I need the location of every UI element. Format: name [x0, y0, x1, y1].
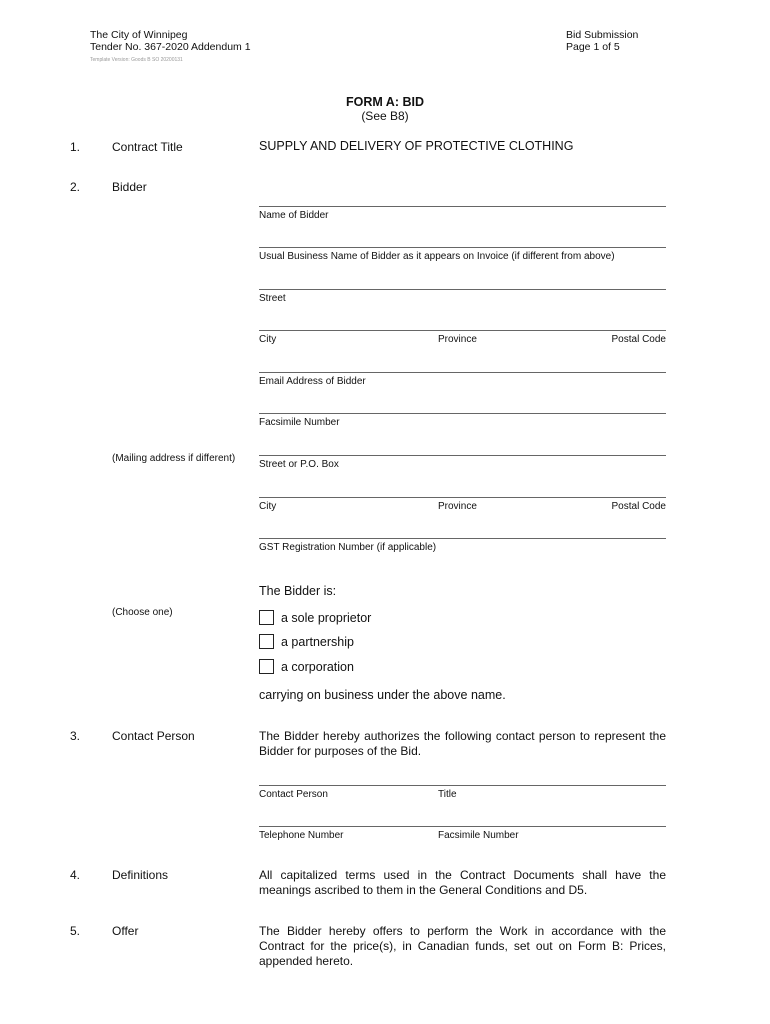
province-caption: Province [438, 334, 477, 345]
bidder-name-line[interactable] [259, 206, 666, 207]
section-1-number: 1. [70, 140, 81, 154]
po-box-caption: Street or P.O. Box [259, 459, 339, 470]
city-province-postal-line[interactable] [259, 330, 666, 331]
mailing-address-label: (Mailing address if different) [112, 453, 236, 464]
email-line[interactable] [259, 372, 666, 373]
telephone-field[interactable] [259, 826, 666, 844]
usual-business-name-line[interactable] [259, 247, 666, 248]
contract-title-value: SUPPLY AND DELIVERY OF PROTECTIVE CLOTHING [259, 139, 574, 153]
contact-person-line[interactable] [259, 785, 666, 786]
header-template-version: Template Version: Goods B SO 20200131 [90, 57, 183, 63]
gst-caption: GST Registration Number (if applicable) [259, 542, 437, 553]
header-bid-submission: Bid Submission [566, 29, 639, 41]
sole-proprietor-checkbox[interactable] [259, 610, 274, 625]
section-2-label: Bidder [112, 180, 147, 194]
section-3-label: Contact Person [112, 729, 195, 743]
mailing-city-province-postal-field[interactable] [259, 497, 666, 515]
corporation-checkbox[interactable] [259, 659, 274, 674]
section-4-number: 4. [70, 868, 81, 882]
postal-code-caption: Postal Code [611, 334, 666, 345]
contact-person-caption: Contact Person [259, 789, 328, 800]
header-city: The City of Winnipeg [90, 29, 188, 41]
street-caption: Street [259, 293, 286, 304]
email-caption: Email Address of Bidder [259, 376, 366, 387]
form-title: FORM A: BID [346, 95, 424, 109]
gst-field[interactable] [259, 538, 666, 556]
bidder-name-caption: Name of Bidder [259, 210, 329, 221]
po-box-field[interactable] [259, 455, 666, 473]
sole-proprietor-label: a sole proprietor [281, 611, 372, 625]
choose-one-label: (Choose one) [112, 607, 173, 618]
email-field[interactable] [259, 372, 666, 390]
section-4-label: Definitions [112, 868, 169, 882]
section-1-label: Contract Title [112, 140, 183, 154]
partnership-checkbox[interactable] [259, 634, 274, 649]
header-page-number: Page 1 of 5 [566, 41, 620, 53]
section-2-number: 2. [70, 180, 81, 194]
telephone-line[interactable] [259, 826, 666, 827]
facsimile-field[interactable] [259, 413, 666, 431]
form-subtitle: (See B8) [361, 109, 409, 123]
title-caption: Title [438, 789, 457, 800]
city-province-postal-field[interactable] [259, 330, 666, 348]
section-5-text: The Bidder hereby offers to perform the Work in accordance with the Contract for the price(s), in Canadian funds, set out on Form B: Prices, appended hereto. [259, 924, 666, 968]
section-3-text: The Bidder hereby authorizes the following contact person to represent the Bidder for purposes of the Bid. [259, 729, 666, 758]
contact-facsimile-caption: Facsimile Number [438, 830, 519, 841]
gst-line[interactable] [259, 538, 666, 539]
telephone-caption: Telephone Number [259, 830, 344, 841]
mailing-city-province-postal-line[interactable] [259, 497, 666, 498]
mailing-postal-code-caption: Postal Code [611, 501, 666, 512]
bidder-is-heading: The Bidder is: [259, 584, 337, 598]
facsimile-line[interactable] [259, 413, 666, 414]
po-box-line[interactable] [259, 455, 666, 456]
section-4-text: All capitalized terms used in the Contract Documents shall have the meanings ascribed to them in the General Conditions and D5. [259, 868, 666, 897]
street-field[interactable] [259, 289, 666, 307]
section-5-label: Offer [112, 924, 139, 938]
contact-person-field[interactable] [259, 785, 666, 803]
header-tender: Tender No. 367-2020 Addendum 1 [90, 41, 251, 53]
section-5-number: 5. [70, 924, 81, 938]
facsimile-caption: Facsimile Number [259, 417, 340, 428]
usual-business-name-field[interactable] [259, 247, 666, 265]
carrying-on-business-text: carrying on business under the above name. [259, 688, 506, 702]
mailing-province-caption: Province [438, 501, 477, 512]
street-line[interactable] [259, 289, 666, 290]
city-caption: City [259, 334, 277, 345]
mailing-city-caption: City [259, 501, 277, 512]
bidder-name-field[interactable] [259, 206, 666, 224]
usual-business-name-caption: Usual Business Name of Bidder as it appears on Invoice (if different from above) [259, 251, 615, 262]
corporation-label: a corporation [281, 660, 354, 674]
partnership-label: a partnership [281, 635, 354, 649]
section-3-number: 3. [70, 729, 81, 743]
